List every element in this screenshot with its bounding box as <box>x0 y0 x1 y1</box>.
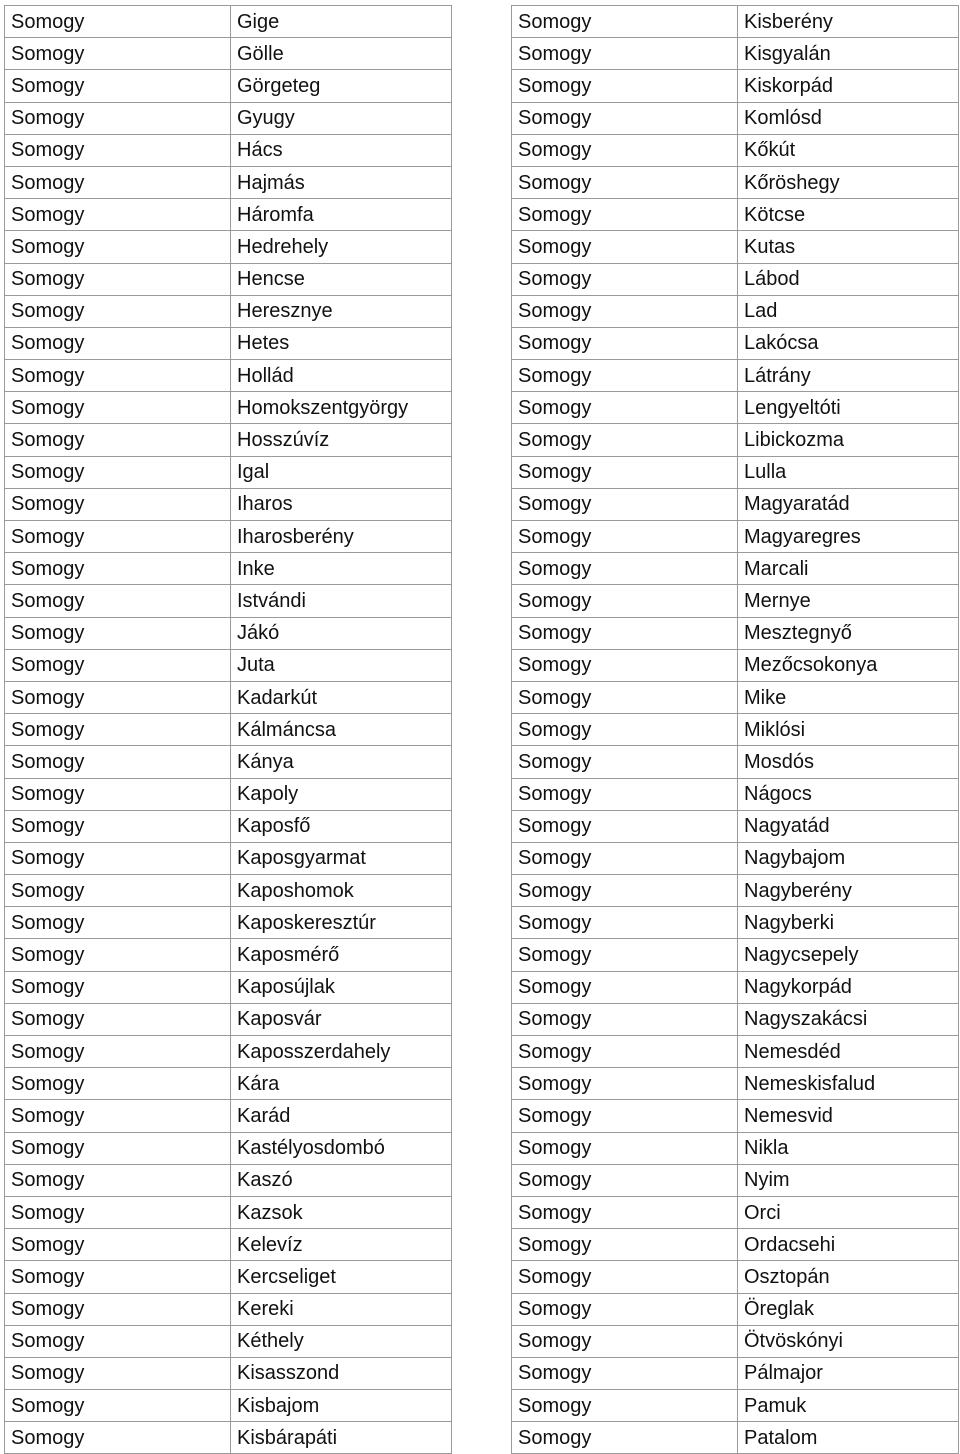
settlement-cell: Komlósd <box>738 102 959 134</box>
county-cell: Somogy <box>5 360 231 392</box>
settlement-cell: Hollád <box>231 360 452 392</box>
table-row <box>5 1132 452 1164</box>
settlement-cell: Mike <box>738 681 959 713</box>
settlement-cell: Kötcse <box>738 199 959 231</box>
county-cell: Somogy <box>512 617 738 649</box>
county-cell: Somogy <box>5 392 231 424</box>
settlement-cell: Kisbárapáti <box>231 1422 452 1454</box>
settlement-cell: Kadarkút <box>231 681 452 713</box>
table-row <box>512 714 959 746</box>
county-cell: Somogy <box>5 1068 231 1100</box>
settlement-cell: Nagyatád <box>738 810 959 842</box>
settlement-cell: Mezőcsokonya <box>738 649 959 681</box>
settlement-cell: Kaposszerdahely <box>231 1036 452 1068</box>
table-row <box>5 842 452 874</box>
settlement-cell: Kéthely <box>231 1325 452 1357</box>
settlement-cell: Inke <box>231 553 452 585</box>
county-cell: Somogy <box>5 1132 231 1164</box>
county-cell: Somogy <box>5 1003 231 1035</box>
county-cell: Somogy <box>512 714 738 746</box>
table-row <box>512 1196 959 1228</box>
settlement-cell: Nemesvid <box>738 1100 959 1132</box>
table-row <box>5 617 452 649</box>
county-cell: Somogy <box>5 38 231 70</box>
table-row <box>5 1422 452 1454</box>
settlement-cell: Ordacsehi <box>738 1229 959 1261</box>
settlement-cell: Lad <box>738 295 959 327</box>
table-row <box>5 971 452 1003</box>
settlement-cell: Kára <box>231 1068 452 1100</box>
settlement-cell: Kutas <box>738 231 959 263</box>
county-cell: Somogy <box>5 70 231 102</box>
county-cell: Somogy <box>512 971 738 1003</box>
table-row <box>512 521 959 553</box>
county-cell: Somogy <box>512 521 738 553</box>
settlement-cell: Öreglak <box>738 1293 959 1325</box>
table-row <box>5 134 452 166</box>
county-cell: Somogy <box>5 714 231 746</box>
county-cell: Somogy <box>512 778 738 810</box>
table-row <box>512 360 959 392</box>
county-cell: Somogy <box>512 746 738 778</box>
table-row <box>5 746 452 778</box>
table-row <box>5 1229 452 1261</box>
settlements-table-right <box>511 5 959 1454</box>
settlements-table-left <box>4 5 452 1454</box>
settlement-cell: Kánya <box>231 746 452 778</box>
settlement-cell: Görgeteg <box>231 70 452 102</box>
settlement-cell: Marcali <box>738 553 959 585</box>
table-row <box>5 295 452 327</box>
table-row <box>512 70 959 102</box>
table-row <box>512 746 959 778</box>
settlement-cell: Kisberény <box>738 6 959 38</box>
settlement-cell: Nyim <box>738 1164 959 1196</box>
settlement-cell: Iharos <box>231 488 452 520</box>
settlement-cell: Miklósi <box>738 714 959 746</box>
table-row <box>5 1036 452 1068</box>
county-cell: Somogy <box>5 295 231 327</box>
county-cell: Somogy <box>5 971 231 1003</box>
settlement-cell: Igal <box>231 456 452 488</box>
county-cell: Somogy <box>512 327 738 359</box>
table-row <box>512 907 959 939</box>
table-row <box>512 1164 959 1196</box>
table-row <box>5 199 452 231</box>
table-row <box>512 553 959 585</box>
settlement-cell: Gölle <box>231 38 452 70</box>
settlement-cell: Kisbajom <box>231 1390 452 1422</box>
table-row <box>512 585 959 617</box>
table-row <box>5 392 452 424</box>
county-cell: Somogy <box>512 553 738 585</box>
table-row <box>512 102 959 134</box>
county-cell: Somogy <box>5 1196 231 1228</box>
county-cell: Somogy <box>512 231 738 263</box>
table-row <box>5 327 452 359</box>
table-row <box>512 1261 959 1293</box>
settlement-cell: Hajmás <box>231 166 452 198</box>
county-cell: Somogy <box>512 649 738 681</box>
settlement-cell: Hetes <box>231 327 452 359</box>
county-cell: Somogy <box>5 1229 231 1261</box>
table-row <box>5 778 452 810</box>
settlement-cell: Nágocs <box>738 778 959 810</box>
county-cell: Somogy <box>512 295 738 327</box>
table-row <box>512 778 959 810</box>
table-row <box>5 1100 452 1132</box>
county-cell: Somogy <box>512 488 738 520</box>
settlement-cell: Mosdós <box>738 746 959 778</box>
county-cell: Somogy <box>5 424 231 456</box>
settlement-cell: Kaszó <box>231 1164 452 1196</box>
table-row <box>512 456 959 488</box>
table-row <box>5 424 452 456</box>
table-row <box>5 810 452 842</box>
county-cell: Somogy <box>5 327 231 359</box>
table-row <box>512 1003 959 1035</box>
table-row <box>5 166 452 198</box>
settlement-cell: Kálmáncsa <box>231 714 452 746</box>
table-row <box>512 1100 959 1132</box>
county-cell: Somogy <box>512 907 738 939</box>
county-cell: Somogy <box>512 1390 738 1422</box>
table-row <box>512 6 959 38</box>
county-cell: Somogy <box>512 1003 738 1035</box>
settlement-cell: Kazsok <box>231 1196 452 1228</box>
settlement-cell: Libickozma <box>738 424 959 456</box>
table-row <box>5 6 452 38</box>
county-cell: Somogy <box>5 778 231 810</box>
settlement-cell: Iharosberény <box>231 521 452 553</box>
table-row <box>5 70 452 102</box>
settlement-cell: Lábod <box>738 263 959 295</box>
settlement-cell: Mernye <box>738 585 959 617</box>
settlement-cell: Nagyszakácsi <box>738 1003 959 1035</box>
table-row <box>512 971 959 1003</box>
table-row <box>5 360 452 392</box>
table-row <box>512 295 959 327</box>
table-row <box>5 1357 452 1389</box>
table-row <box>512 875 959 907</box>
county-cell: Somogy <box>5 1293 231 1325</box>
county-cell: Somogy <box>5 166 231 198</box>
county-cell: Somogy <box>512 1068 738 1100</box>
settlement-cell: Kercseliget <box>231 1261 452 1293</box>
county-cell: Somogy <box>512 456 738 488</box>
table-row <box>5 681 452 713</box>
settlement-cell: Hosszúvíz <box>231 424 452 456</box>
table-row <box>5 553 452 585</box>
table-row <box>512 1036 959 1068</box>
table-row <box>512 231 959 263</box>
table-row <box>5 1261 452 1293</box>
table-row <box>512 38 959 70</box>
settlement-cell: Lakócsa <box>738 327 959 359</box>
county-cell: Somogy <box>5 585 231 617</box>
table-row <box>5 1068 452 1100</box>
table-row <box>512 1390 959 1422</box>
settlement-cell: Hedrehely <box>231 231 452 263</box>
county-cell: Somogy <box>5 6 231 38</box>
county-cell: Somogy <box>5 134 231 166</box>
settlement-cell: Kelevíz <box>231 1229 452 1261</box>
settlement-cell: Magyaratád <box>738 488 959 520</box>
settlement-cell: Nemesdéd <box>738 1036 959 1068</box>
table-row <box>512 1068 959 1100</box>
county-cell: Somogy <box>5 617 231 649</box>
county-cell: Somogy <box>5 1036 231 1068</box>
county-cell: Somogy <box>5 1325 231 1357</box>
settlement-cell: Juta <box>231 649 452 681</box>
table-row <box>512 1229 959 1261</box>
settlement-cell: Orci <box>738 1196 959 1228</box>
table-row <box>5 585 452 617</box>
county-cell: Somogy <box>5 521 231 553</box>
settlement-cell: Nagycsepely <box>738 939 959 971</box>
table-row <box>512 392 959 424</box>
settlement-cell: Nikla <box>738 1132 959 1164</box>
county-cell: Somogy <box>512 585 738 617</box>
settlement-cell: Kaposkeresztúr <box>231 907 452 939</box>
settlement-cell: Nagyberki <box>738 907 959 939</box>
county-cell: Somogy <box>5 1422 231 1454</box>
settlement-cell: Lulla <box>738 456 959 488</box>
county-cell: Somogy <box>512 392 738 424</box>
settlement-cell: Homokszentgyörgy <box>231 392 452 424</box>
county-cell: Somogy <box>5 681 231 713</box>
county-cell: Somogy <box>512 1164 738 1196</box>
table-row <box>5 38 452 70</box>
county-cell: Somogy <box>512 38 738 70</box>
settlement-cell: Kisasszond <box>231 1357 452 1389</box>
table-row <box>5 1196 452 1228</box>
table-row <box>512 1293 959 1325</box>
table-row <box>512 199 959 231</box>
settlement-cell: Jákó <box>231 617 452 649</box>
settlement-cell: Ötvöskónyi <box>738 1325 959 1357</box>
table-row <box>512 1132 959 1164</box>
settlements-table-right-body <box>512 6 959 1454</box>
table-row <box>5 1325 452 1357</box>
table-row <box>5 875 452 907</box>
settlement-cell: Nagyberény <box>738 875 959 907</box>
county-cell: Somogy <box>512 1196 738 1228</box>
table-row <box>512 263 959 295</box>
table-row <box>5 521 452 553</box>
county-cell: Somogy <box>512 1261 738 1293</box>
settlement-cell: Kaposújlak <box>231 971 452 1003</box>
county-cell: Somogy <box>512 1325 738 1357</box>
settlement-cell: Magyaregres <box>738 521 959 553</box>
table-row <box>512 488 959 520</box>
county-cell: Somogy <box>5 1390 231 1422</box>
county-cell: Somogy <box>5 842 231 874</box>
settlement-cell: Kiskorpád <box>738 70 959 102</box>
county-cell: Somogy <box>512 681 738 713</box>
county-cell: Somogy <box>512 360 738 392</box>
table-row <box>5 939 452 971</box>
table-row <box>5 714 452 746</box>
county-cell: Somogy <box>5 746 231 778</box>
county-cell: Somogy <box>5 102 231 134</box>
table-row <box>512 649 959 681</box>
settlement-cell: Kaposfő <box>231 810 452 842</box>
county-cell: Somogy <box>512 939 738 971</box>
settlement-cell: Istvándi <box>231 585 452 617</box>
table-row <box>512 134 959 166</box>
settlement-cell: Gige <box>231 6 452 38</box>
county-cell: Somogy <box>512 810 738 842</box>
county-cell: Somogy <box>5 907 231 939</box>
table-row <box>5 488 452 520</box>
county-cell: Somogy <box>5 456 231 488</box>
table-row <box>5 263 452 295</box>
county-cell: Somogy <box>512 842 738 874</box>
county-cell: Somogy <box>512 102 738 134</box>
settlement-cell: Nemeskisfalud <box>738 1068 959 1100</box>
settlement-cell: Kaposmérő <box>231 939 452 971</box>
county-cell: Somogy <box>512 6 738 38</box>
county-cell: Somogy <box>5 939 231 971</box>
settlement-cell: Háromfa <box>231 199 452 231</box>
settlement-cell: Gyugy <box>231 102 452 134</box>
table-row <box>512 617 959 649</box>
county-cell: Somogy <box>5 1100 231 1132</box>
county-cell: Somogy <box>5 649 231 681</box>
table-row <box>512 842 959 874</box>
county-cell: Somogy <box>5 553 231 585</box>
county-cell: Somogy <box>5 488 231 520</box>
county-cell: Somogy <box>5 231 231 263</box>
county-cell: Somogy <box>5 875 231 907</box>
settlement-cell: Nagykorpád <box>738 971 959 1003</box>
table-row <box>5 231 452 263</box>
table-row <box>5 1293 452 1325</box>
settlement-cell: Kapoly <box>231 778 452 810</box>
county-cell: Somogy <box>512 1036 738 1068</box>
settlement-cell: Lengyeltóti <box>738 392 959 424</box>
county-cell: Somogy <box>512 1422 738 1454</box>
county-cell: Somogy <box>512 70 738 102</box>
county-cell: Somogy <box>512 1100 738 1132</box>
table-row <box>5 907 452 939</box>
county-cell: Somogy <box>5 1261 231 1293</box>
county-cell: Somogy <box>5 1164 231 1196</box>
settlement-cell: Kőkút <box>738 134 959 166</box>
table-row <box>512 1325 959 1357</box>
settlement-cell: Kastélyosdombó <box>231 1132 452 1164</box>
settlement-cell: Kisgyalán <box>738 38 959 70</box>
settlement-cell: Kaposgyarmat <box>231 842 452 874</box>
settlement-cell: Osztopán <box>738 1261 959 1293</box>
table-row <box>5 102 452 134</box>
table-row <box>512 166 959 198</box>
table-row <box>512 681 959 713</box>
county-cell: Somogy <box>5 1357 231 1389</box>
settlements-table-left-body <box>5 6 452 1454</box>
table-row <box>512 327 959 359</box>
county-cell: Somogy <box>512 875 738 907</box>
table-row <box>512 939 959 971</box>
county-cell: Somogy <box>512 166 738 198</box>
table-row <box>5 649 452 681</box>
settlement-cell: Látrány <box>738 360 959 392</box>
table-row <box>5 1003 452 1035</box>
county-cell: Somogy <box>5 199 231 231</box>
table-row <box>5 456 452 488</box>
county-cell: Somogy <box>512 424 738 456</box>
county-cell: Somogy <box>512 263 738 295</box>
table-row <box>512 1422 959 1454</box>
settlement-cell: Kaposhomok <box>231 875 452 907</box>
settlement-cell: Kaposvár <box>231 1003 452 1035</box>
table-row <box>512 1357 959 1389</box>
county-cell: Somogy <box>512 134 738 166</box>
table-row <box>512 424 959 456</box>
settlement-cell: Karád <box>231 1100 452 1132</box>
settlement-cell: Mesztegnyő <box>738 617 959 649</box>
settlement-cell: Heresznye <box>231 295 452 327</box>
table-row <box>5 1164 452 1196</box>
settlement-cell: Nagybajom <box>738 842 959 874</box>
county-cell: Somogy <box>512 1357 738 1389</box>
county-cell: Somogy <box>512 199 738 231</box>
county-cell: Somogy <box>512 1132 738 1164</box>
county-cell: Somogy <box>5 263 231 295</box>
settlement-cell: Pamuk <box>738 1390 959 1422</box>
table-row <box>5 1390 452 1422</box>
settlement-cell: Pálmajor <box>738 1357 959 1389</box>
settlement-cell: Kereki <box>231 1293 452 1325</box>
county-cell: Somogy <box>5 810 231 842</box>
county-cell: Somogy <box>512 1229 738 1261</box>
settlement-cell: Hács <box>231 134 452 166</box>
table-row <box>512 810 959 842</box>
settlement-cell: Hencse <box>231 263 452 295</box>
settlement-cell: Kőröshegy <box>738 166 959 198</box>
settlement-cell: Patalom <box>738 1422 959 1454</box>
county-cell: Somogy <box>512 1293 738 1325</box>
